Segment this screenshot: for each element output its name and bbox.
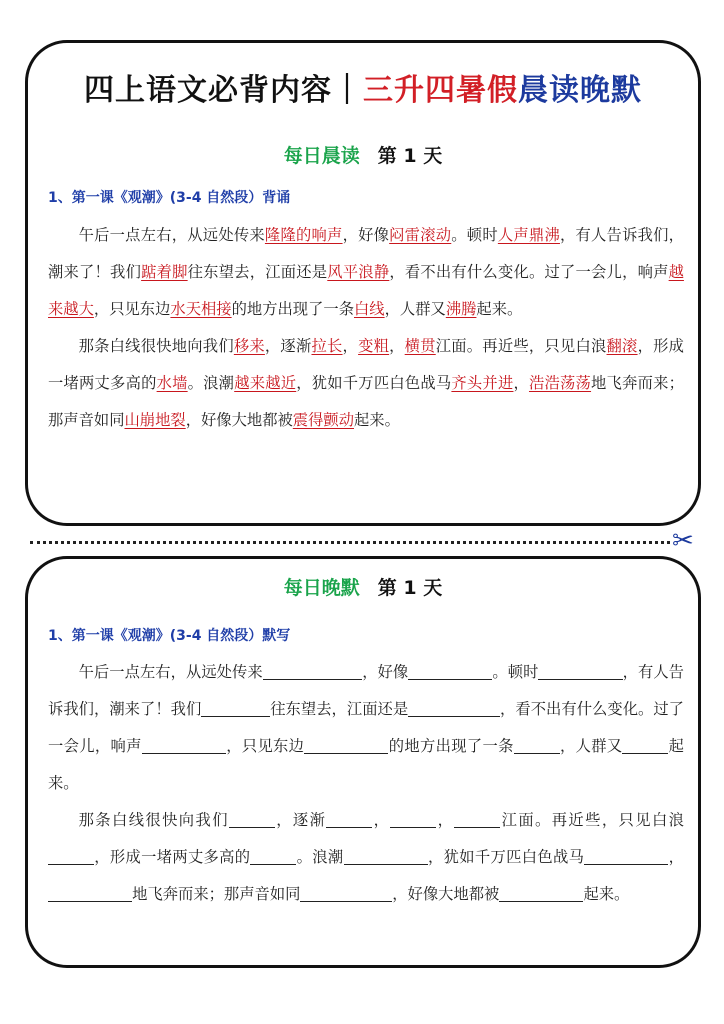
text-run: ，只见东边 [225,737,305,755]
text-run: 那条白线很快地向我们 [78,337,234,355]
morning-text [48,217,684,439]
cut-line [30,541,670,544]
blank-line [48,883,132,902]
text-run: ，逐渐 [274,811,327,829]
text-run: 。顿时 [492,663,539,681]
text-run: ，看不出有什么变化。过了一会儿，响声 [389,263,669,281]
morning-heading [28,141,698,168]
morning-section-title: 1、第一课《观潮》(3-4 自然段）背诵 [48,190,291,206]
text-run: ，形成一堵两丈多高的 [93,848,251,866]
blank-line [577,661,623,680]
morning-heading-label: 每日晨读 [283,145,360,167]
key-phrase: 沸腾 [445,300,477,318]
text-run: ，犹如千万匹白色战马 [427,848,585,866]
key-phrase: 人声鼎沸 [497,226,560,244]
text-run: ，好像大地都被 [185,411,293,429]
evening-section-title: 1、第一课《观潮》(3-4 自然段）默写 [48,628,291,644]
key-phrase: 齐头并进 [451,374,514,392]
key-phrase: 水天相接 [170,300,232,318]
evening-heading-label: 每日晚默 [283,577,360,599]
key-phrase: 越来越大 [48,263,684,318]
text-run: ，看不出有什么变化。过了一会儿，响声 [48,700,684,755]
morning-reading-card [25,40,701,526]
text-run: ， [389,337,405,355]
blank-line [390,809,436,828]
scissors-icon: ✂ [672,526,694,556]
key-phrase: 白线 [354,300,385,318]
text-run: 江面。再近些，只见白浪 [500,811,684,829]
blank-line [454,809,500,828]
text-run: ，形成一堵两丈多高的 [48,337,684,392]
blank-line [326,809,372,828]
blank-line [350,735,388,754]
text-run: ，好像大地都被 [392,885,500,903]
key-phrase: 闷雷滚动 [389,226,452,244]
text-run: ，好像 [342,226,390,244]
text-run: ， [436,811,455,829]
key-phrase: 风平浪静 [327,263,390,281]
blank-line [48,846,94,865]
text-run: 的地方出现了一条 [231,300,354,318]
text-run: 江面。再近些，只见白浪 [435,337,607,355]
blank-line [514,735,560,754]
blank-line [263,661,362,680]
title-part-3: 晨读晚默 [518,73,642,108]
blank-line [408,698,462,717]
text-run: ，犹如千万匹白色战马 [296,374,452,392]
text-run: ，好像 [362,663,409,681]
blank-line [622,735,668,754]
key-phrase: 水墙 [156,374,188,392]
morning-paragraph-2 [48,328,684,439]
key-phrase: 隆隆的响声 [264,226,343,244]
key-phrase: 拉长 [311,337,343,355]
blank-line [462,698,500,717]
title-part-1: 四上语文必背内容｜ [84,73,363,108]
text-run: ， [372,811,391,829]
text-run: 起来。 [48,737,684,792]
page-title [28,65,698,109]
text-run: 地飞奔而来；那声音如同 [132,885,301,903]
evening-heading [28,573,698,600]
blank-line [250,846,296,865]
key-phrase: 翻滚 [606,337,638,355]
key-phrase: 山崩地裂 [124,411,186,429]
text-run: ，人群又 [559,737,623,755]
text-run: 起来。 [583,885,630,903]
text-run: ， [513,374,529,392]
blank-line [499,883,583,902]
text-run: 。浪潮 [187,374,235,392]
text-run: 午后一点左右，从远处传来 [78,226,265,244]
blank-line [201,698,270,717]
evening-paragraph-2 [48,802,684,913]
key-phrase: 震得颤动 [292,411,354,429]
text-run: 地飞奔而来；那声音如同 [48,374,684,429]
blank-line [300,883,354,902]
blank-line [408,661,492,680]
text-run: 起来。 [476,300,523,318]
text-run: 往东望去，江面还是 [270,700,409,718]
blank-line [344,846,428,865]
key-phrase: 横贯 [404,337,436,355]
text-run: ， [342,337,359,355]
blank-line [229,809,275,828]
morning-day-label: 第 1 天 [377,145,443,167]
text-run: 的地方出现了一条 [388,737,514,755]
blank-line [142,735,226,754]
text-run: ，逐渐 [264,337,312,355]
key-phrase: 变粗 [358,337,390,355]
evening-paragraph-1 [48,654,684,802]
blank-line [538,661,576,680]
text-run: ，只见东边 [93,300,171,318]
blank-line [584,846,668,865]
blank-line [354,883,392,902]
key-phrase: 踮着脚 [141,263,188,281]
text-run: 那条白线很快向我们 [78,811,229,829]
key-phrase: 越来越近 [234,374,297,392]
text-run: 午后一点左右，从远处传来 [78,663,263,681]
text-run: 。顿时 [451,226,498,244]
text-run: ， [668,848,684,866]
text-run: ，有人告诉我们，潮来了！我们 [48,663,684,718]
morning-paragraph-1 [48,217,684,328]
text-run: 起来。 [354,411,400,429]
text-run: 往东望去，江面还是 [187,263,328,281]
key-phrase: 移来 [233,337,265,355]
key-phrase: 浩浩荡荡 [528,374,592,392]
text-run: 。浪潮 [296,848,344,866]
title-part-2: 三升四暑假 [363,73,518,108]
evening-dictation-card [25,556,701,968]
blank-line [304,735,350,754]
evening-text [48,654,684,913]
evening-day-label: 第 1 天 [377,577,443,599]
text-run: ，人群又 [384,300,446,318]
text-run: ，有人告诉我们，潮来了！我们 [48,226,684,281]
